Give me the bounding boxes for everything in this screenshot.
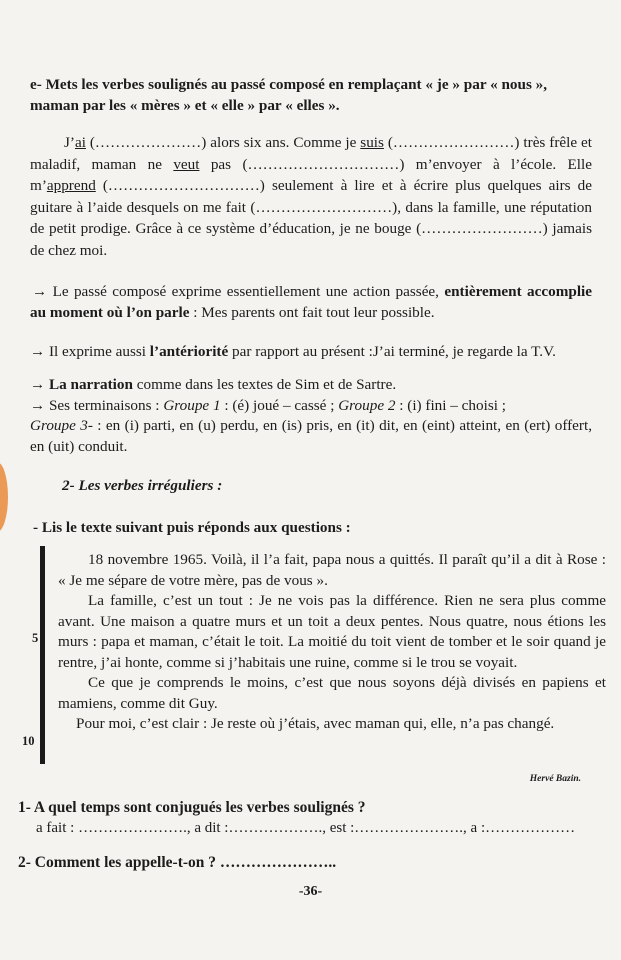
author-signature: Hervé Bazin. bbox=[529, 774, 581, 784]
underlined-verb-veut: veut bbox=[173, 155, 200, 173]
page-edge-mark bbox=[0, 462, 8, 532]
underlined-verb-ai: ai bbox=[74, 134, 86, 151]
question-2: 2- Comment les appelle-t-on ? ………………….. bbox=[18, 854, 337, 871]
note-passe-compose: → Le passé composé exprime essentiellement une action passée, entièrement accomplie au moment où l’on parle : Mes parents ont fait tout leur possible. bbox=[30, 283, 592, 321]
underlined-verb-apprend: apprend bbox=[46, 177, 96, 194]
note-narration: → La narration comme dans les textes de Sim et de Sartre. bbox=[30, 376, 397, 393]
question-1-answers: a fait : …………………., a dit :………………., est :…………………., a :……………… bbox=[36, 820, 576, 836]
reading-paragraph-4: Pour moi, c’est clair : Je reste où j’étais, avec maman qui, elle, n’a pas changé. bbox=[76, 715, 555, 732]
page-number: -36- bbox=[298, 884, 323, 899]
reading-paragraph-3: Ce que je comprends le moins, c’est que nous soyons déjà divisés en papiens et mamiens, comme dit Guy. bbox=[58, 674, 606, 712]
line-number-5: 5 bbox=[32, 631, 39, 645]
reading-paragraph-2: La famille, c’est un tout : Je ne vois pas la différence. Rien ne sera plus comme avant. Une maison a quatre murs et un toit a deux pentes. Nous quatre, nous étions les murs : papa et maman, c’était le toit. La moitié du toit vient de tomber et le soir quand je rentre, j’ai honte, comme si j’habitais une ruine, comme si le trou se voyait. bbox=[58, 592, 606, 671]
reading-text bbox=[58, 550, 606, 735]
note-groupe-3: Groupe 3- : en (i) parti, en (u) perdu, en (is) pris, en (it) dit, en (eint) atteint, en (ert) offert, en (uit) conduit. bbox=[30, 417, 592, 455]
note-terminaisons: → Ses terminaisons : Groupe 1 : (é) joué – cassé ; Groupe 2 : (i) fini – choisi ; bbox=[30, 397, 506, 414]
reading-paragraph-1: 18 novembre 1965. Voilà, il l’a fait, papa nous a quittés. Il paraît qu’il a dit à Rose : « Je me sépare de votre mère, pas de vous ». bbox=[58, 551, 606, 589]
question-1: 1- A quel temps sont conjugués les verbes soulignés ? bbox=[18, 799, 366, 816]
note-anteriorite: → Il exprime aussi l’antériorité par rapport au présent :J’ai terminé, je regarde la T.V. bbox=[30, 343, 556, 360]
reading-instruction: - Lis le texte suivant puis réponds aux questions : bbox=[33, 519, 351, 536]
section-title-verbes-irreguliers: 2- Les verbes irréguliers : bbox=[62, 477, 223, 494]
text-margin-bar bbox=[40, 546, 45, 764]
exercise-e-instruction: e- Mets les verbes soulignés au passé composé en remplaçant « je » par « nous », maman par les « mères » et « elle » par « elles ». bbox=[30, 76, 548, 114]
line-number-10: 10 bbox=[22, 734, 35, 748]
exercise-e-paragraph: J’ai (…………………) alors six ans. Comme je suis (……………………) très frêle et maladif, maman ne veut pas (…………………………) m’envoyer à l’école. Elle m’apprend (…………………………) seulement à lire et à écrire plus quelques airs de guitare à l’aide desquels on me fait (………………………), dans la famille, une réputation de petit prodige. Grâce à ce système d’éducation, je ne bouge (……………………) jamais de chez moi. bbox=[30, 134, 592, 259]
underlined-verb-suis: suis bbox=[360, 134, 384, 151]
